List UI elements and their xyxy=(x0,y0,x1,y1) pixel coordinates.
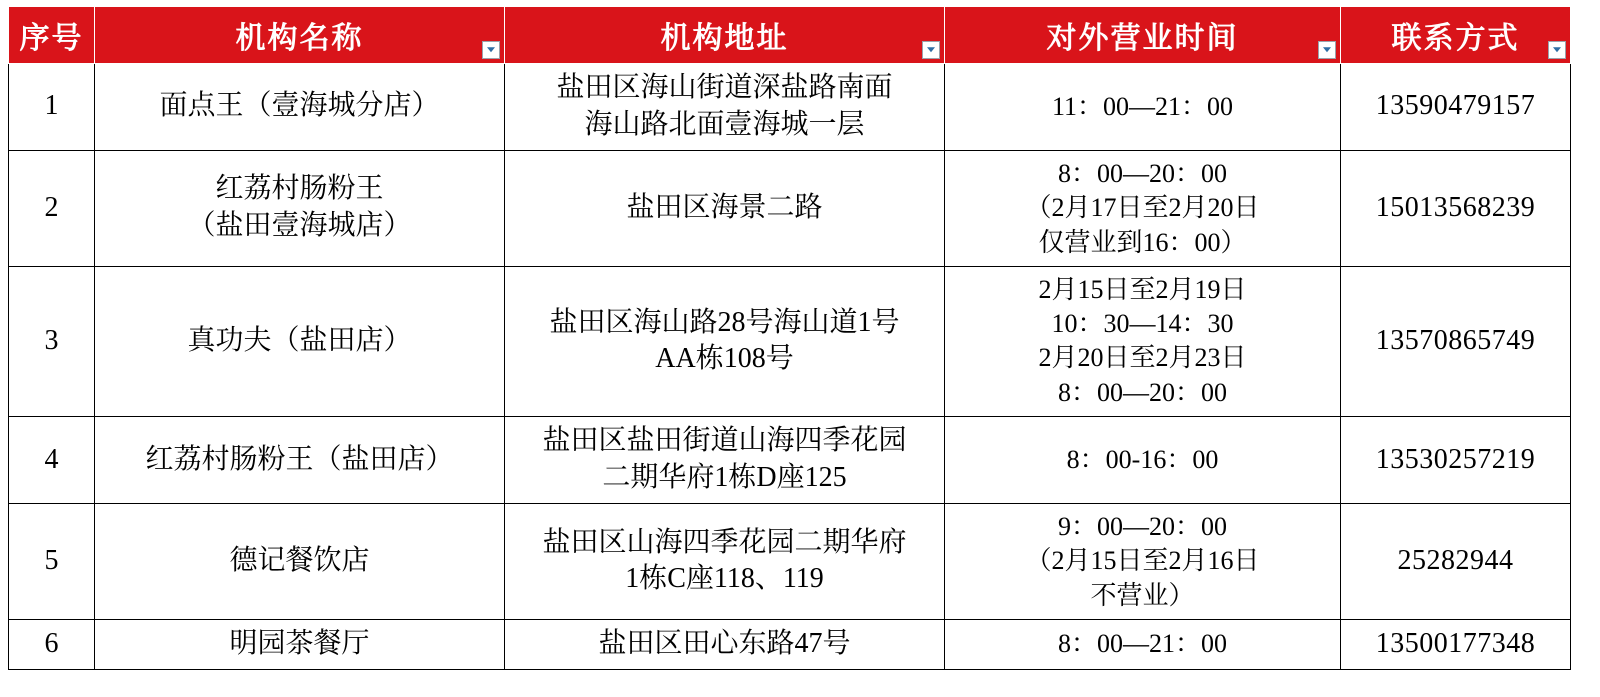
filter-dropdown-icon[interactable] xyxy=(1318,41,1336,59)
table-row xyxy=(9,619,1571,669)
column-header-name-label: 机构名称 xyxy=(235,22,364,55)
table-header-row xyxy=(9,7,1571,64)
cell-index: 2 xyxy=(9,150,95,266)
cell-hours-line: 8：00-16：00 xyxy=(1066,444,1219,474)
spreadsheet-table-view xyxy=(0,6,1600,697)
column-header-phone[interactable] xyxy=(1341,7,1571,64)
cell-name xyxy=(95,619,505,669)
cell-hours xyxy=(945,619,1341,669)
cell-hours xyxy=(945,417,1341,504)
cell-name xyxy=(95,417,505,504)
cell-name-line: （盐田壹海城店） xyxy=(187,210,412,242)
cell-hours xyxy=(945,64,1341,151)
cell-address xyxy=(505,504,945,620)
table-row xyxy=(9,417,1571,504)
cell-address xyxy=(505,417,945,504)
filter-dropdown-icon[interactable] xyxy=(482,41,500,59)
cell-hours-line: 10：30—14：30 xyxy=(1051,309,1234,339)
table-row xyxy=(9,150,1571,266)
cell-address-line: 盐田区田心东路47号 xyxy=(598,627,851,659)
cell-name-line: 红荔村肠粉王 xyxy=(215,173,384,205)
cell-phone: 13530257219 xyxy=(1341,417,1571,504)
column-header-index-label: 序号 xyxy=(19,22,84,55)
column-header-index[interactable] xyxy=(9,7,95,64)
cell-phone: 13590479157 xyxy=(1341,64,1571,151)
cell-hours-line: 2月20日至2月23日 xyxy=(1038,343,1247,373)
cell-address-line: 海山路北面壹海城一层 xyxy=(584,108,865,140)
cell-address-line: 盐田区海景二路 xyxy=(626,191,823,223)
cell-phone: 13570865749 xyxy=(1341,266,1571,416)
cell-phone: 13500177348 xyxy=(1341,619,1571,669)
cell-hours-line: （2月17日至2月20日 xyxy=(1025,193,1260,223)
cell-hours-line: 2月15日至2月19日 xyxy=(1038,274,1247,304)
cell-hours-line: 8：00—20：00 xyxy=(1057,377,1227,407)
cell-hours-line: 11：00—21：00 xyxy=(1051,91,1234,121)
cell-name-line: 德记餐饮店 xyxy=(229,544,370,576)
column-header-phone-label: 联系方式 xyxy=(1391,22,1520,55)
cell-index: 5 xyxy=(9,504,95,620)
cell-address-line: 盐田区海山路28号海山道1号 xyxy=(549,306,900,338)
column-header-hours[interactable] xyxy=(945,7,1341,64)
table-header xyxy=(9,7,1571,64)
cell-hours-line: 9：00—20：00 xyxy=(1057,512,1227,541)
cell-address xyxy=(505,150,945,266)
column-header-address-label: 机构地址 xyxy=(660,22,789,55)
cell-hours-line: 不营业） xyxy=(1090,580,1195,610)
cell-address-line: 盐田区山海四季花园二期华府 xyxy=(542,526,907,558)
cell-address-line: 二期华府1栋D座125 xyxy=(602,462,847,494)
cell-phone: 25282944 xyxy=(1341,504,1571,620)
cell-hours-line: 8：00—21：00 xyxy=(1057,629,1227,659)
filter-dropdown-icon[interactable] xyxy=(1548,41,1566,59)
cell-address-line: 盐田区盐田街道山海四季花园 xyxy=(542,425,907,457)
cell-name xyxy=(95,266,505,416)
cell-name xyxy=(95,64,505,151)
cell-name-line: 红荔村肠粉王（盐田店） xyxy=(145,443,454,475)
table-row xyxy=(9,64,1571,151)
cell-name-line: 面点王（壹海城分店） xyxy=(159,90,440,122)
cell-hours xyxy=(945,266,1341,416)
table-body xyxy=(9,64,1571,670)
cell-hours xyxy=(945,150,1341,266)
cell-address-line: AA栋108号 xyxy=(655,343,794,375)
cell-hours xyxy=(945,504,1341,620)
cell-index: 3 xyxy=(9,266,95,416)
cell-name xyxy=(95,150,505,266)
cell-address-line: 1栋C座118、119 xyxy=(625,563,824,595)
cell-name-line: 真功夫（盐田店） xyxy=(187,324,412,356)
cell-address xyxy=(505,619,945,669)
table-row xyxy=(9,266,1571,416)
table-row xyxy=(9,504,1571,620)
cell-name xyxy=(95,504,505,620)
cell-address xyxy=(505,266,945,416)
column-header-address[interactable] xyxy=(505,7,945,64)
column-header-name[interactable] xyxy=(95,7,505,64)
cell-address-line: 盐田区海山街道深盐路南面 xyxy=(556,72,893,103)
cell-index: 4 xyxy=(9,417,95,504)
filter-dropdown-icon[interactable] xyxy=(922,41,940,59)
cell-hours-line: （2月15日至2月16日 xyxy=(1025,546,1260,576)
cell-address xyxy=(505,64,945,151)
cell-index: 6 xyxy=(9,619,95,669)
cell-name-line: 明园茶餐厅 xyxy=(229,627,370,659)
cell-index: 1 xyxy=(9,64,95,151)
cell-hours-line: 8：00—20：00 xyxy=(1057,158,1227,188)
cell-phone: 15013568239 xyxy=(1341,150,1571,266)
cell-hours-line: 仅营业到16：00） xyxy=(1038,227,1247,257)
institution-table xyxy=(8,6,1571,670)
column-header-hours-label: 对外营业时间 xyxy=(1046,22,1239,55)
